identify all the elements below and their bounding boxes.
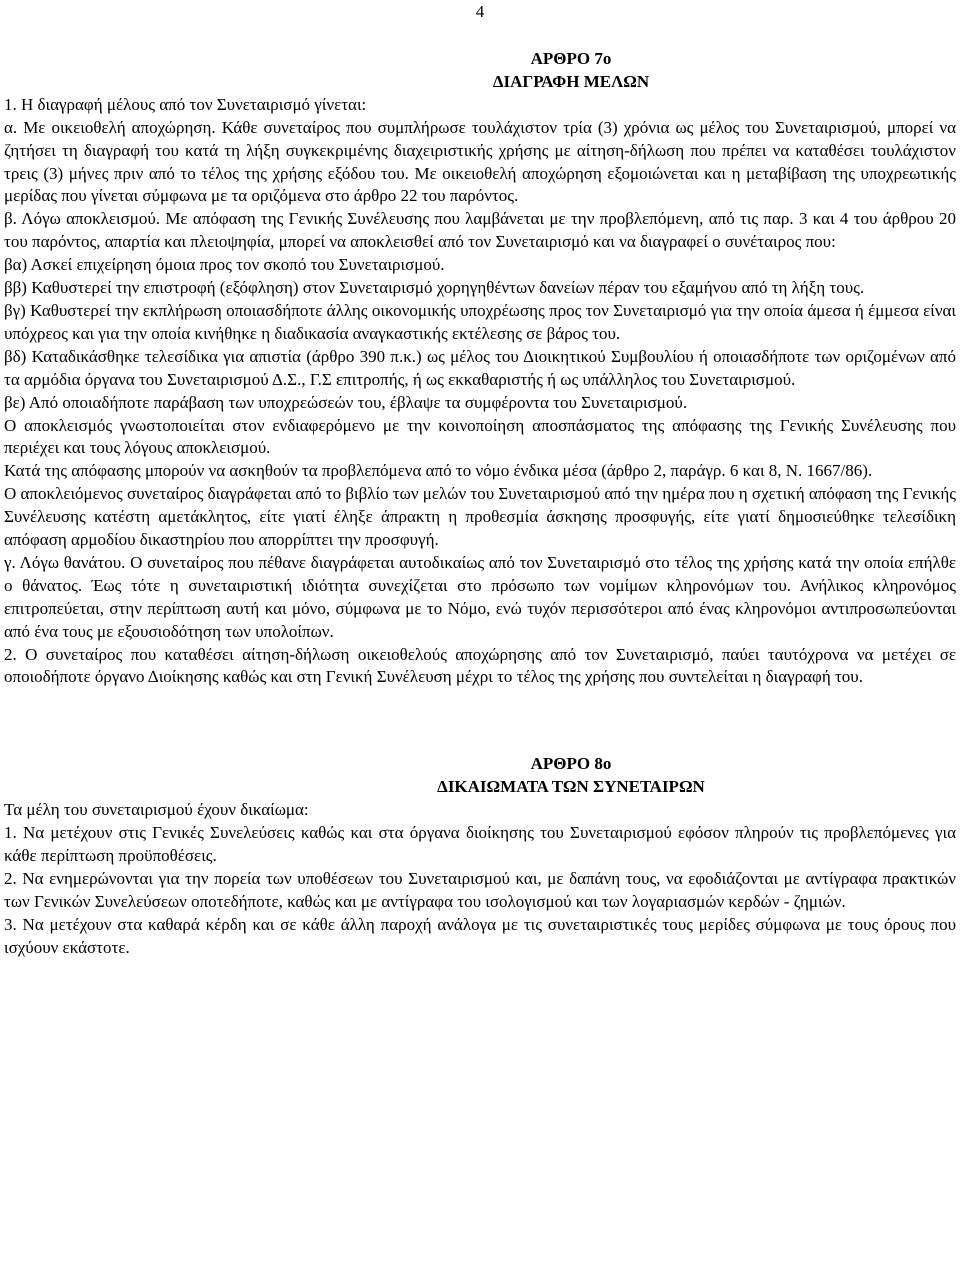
page-number: 4 — [475, 2, 485, 21]
article-7-paragraph: Κατά της απόφασης μπορούν να ασκηθούν τα προβλεπόμενα από το νόμο ένδικα μέσα (άρθρο 2, παράγρ. 6 και 8, Ν. 1667/86). — [4, 461, 873, 481]
article-7-paragraph: α. Με οικειοθελή αποχώρηση. Κάθε συνεταίρος που συμπλήρωσε τουλάχιστον τρία (3) χρόνια ως μέλος του Συνεταιρισμού, μπορεί να ζητήσει τη διαγραφή του κατά τη λήξη συγκεκριμένης διαχειριστικής χρήσης με αίτηση-δήλωση που πρέπει να καταθέσει τουλάχιστον τρεις (3) μήνες πριν από το τέλος της χρήσης εξόδου του. Με οικειοθελή αποχώρηση εξομοιώνεται και η μεταβίβαση της υποχρεωτικής μερίδας που γίνεται σύμφωνα με τα οριζόμενα στο άρθρο 22 του παρόντος. — [4, 117, 956, 206]
article-7-subtitle: ΔΙΑΓΡΑΦΗ ΜΕΛΩΝ — [492, 71, 650, 91]
article-7-paragraph: ββ) Καθυστερεί την επιστροφή (εξόφληση) στον Συνεταιρισμό χορηγηθέντων δανείων πέραν του εξαμήνου από τη λήξη τους. — [4, 278, 865, 298]
article-7-paragraph: βγ) Καθυστερεί την εκπλήρωση οποιασδήποτε άλλης οικονομικής υποχρέωσης προς τον Συνεταιρισμό για την οποία άμεσα ή έμμεσα είναι υπόχρεος και για την οποία κινήθηκε η διαδικασία αναγκαστικής εκτέλεσης σε βάρος του. — [4, 300, 956, 343]
article-8-paragraph: Τα μέλη του συνεταιρισμού έχουν δικαίωμα: — [4, 800, 309, 820]
article-7-paragraph: γ. Λόγω θανάτου. Ο συνεταίρος που πέθανε διαγράφεται αυτοδικαίως από τον Συνεταιρισμό στο τέλος της χρήσης κατά την οποία επήλθε ο θάνατος. Έως τότε η συνεταιριστική ιδιότητα συνεχίζεται στο πρόσωπο των νομίμων κληρονόμων του. Ανήλικος κληρονόμος επιτροπεύεται, στην περίπτωση αυτή και μόνο, σύμφωνα με το Νόμο, ενώ τυχόν περισσότεροι από ένας κληρονόμοι αντιπροσωπεύονται από ένα τους με εξουσιοδότηση των υπολοίπων. — [4, 552, 956, 641]
document-body — [4, 48, 956, 960]
article-8-paragraph: 2. Να ενημερώνονται για την πορεία των υποθέσεων του Συνεταιρισμού και, με δαπάνη τους, να εφοδιάζονται με αντίγραφα πρακτικών των Γενικών Συνελεύσεων οποτεδήποτε, καθώς και με αντίγραφα του ισολογισμού και των λογαριασμών κερδών - ζημιών. — [4, 868, 956, 911]
article-7-heading — [4, 48, 956, 94]
article-8-heading — [4, 753, 956, 799]
article-7-paragraph: Ο αποκλεισμός γνωστοποιείται στον ενδιαφερόμενο με την κοινοποίηση αποσπάσματος της απόφασης της Γενικής Συνέλευσης που περιέχει και τους λόγους αποκλεισμού. — [4, 415, 956, 458]
article-7-paragraph: 1. Η διαγραφή μέλους από τον Συνεταιρισμό γίνεται: — [4, 94, 367, 114]
article-7-paragraph: βδ) Καταδικάσθηκε τελεσίδικα για απιστία (άρθρο 390 π.κ.) ως μέλος του Διοικητικού Συμβουλίου ή οποιασδήποτε των οριζομένων από τα αρμόδια όργανα του Συνεταιρισμού Δ.Σ., Γ.Σ επιτροπής, ή ως εκκαθαριστής ή ως υπάλληλος του Συνεταιρισμού. — [4, 346, 956, 389]
article-8-paragraph: 1. Να μετέχουν στις Γενικές Συνελεύσεις καθώς και στα όργανα διοίκησης του Συνεταιρισμού εφόσον πληρούν τις προβλεπόμενες για κάθε περίπτωση προϋποθέσεις. — [4, 823, 956, 865]
article-7-paragraph: βε) Από οποιαδήποτε παράβαση των υποχρεώσεών του, έβλαψε τα συμφέροντα του Συνεταιρισμού. — [4, 392, 688, 412]
article-7-paragraph: β. Λόγω αποκλεισμού. Με απόφαση της Γενικής Συνέλευσης που λαμβάνεται με την προβλεπόμενη, από τις παρ. 3 και 4 του άρθρου 20 του παρόντος, απαρτία και πλειοψηφία, μπορεί να αποκλεισθεί από τον Συνεταιρισμό και να διαγραφεί ο συνέταιρος που: — [4, 209, 956, 252]
article-8-title: ΑΡΘΡΟ 8ο — [530, 754, 612, 774]
article-7-paragraph: 2. Ο συνεταίρος που καταθέσει αίτηση-δήλωση οικειοθελούς αποχώρησης από τον Συνεταιρισμό, παύει ταυτόχρονα να μετέχει σε οποιοδήποτε όργανο Διοίκησης καθώς και στη Γενική Συνέλευση μέχρι το τέλος της χρήσης που συντελείται η διαγραφή του. — [4, 644, 956, 687]
article-8-paragraph: 3. Να μετέχουν στα καθαρά κέρδη και σε κάθε άλλη παροχή ανάλογα με τις συνεταιριστικές τους μερίδες σύμφωνα με τους όρους που ισχύουν εκάστοτε. — [4, 914, 956, 957]
article-8-subtitle: ΔΙΚΑΙΩΜΑΤΑ ΤΩΝ ΣΥΝΕΤΑΙΡΩΝ — [437, 777, 705, 797]
article-7-paragraph: Ο αποκλειόμενος συνεταίρος διαγράφεται από το βιβλίο των μελών του Συνεταιρισμού από την ημέρα που η σχετική απόφαση της Γενικής Συνέλευσης κατέστη αμετάκλητος, είτε γιατί έληξε άπρακτη η προθεσμία άσκησης προσφυγής, είτε γιατί δημοσιεύθηκε τελεσίδικη απόφαση αρμοδίου δικαστηρίου που απορρίπτει την προσφυγή. — [4, 484, 956, 550]
article-7-title: ΑΡΘΡΟ 7ο — [530, 49, 612, 68]
section-spacer — [4, 689, 956, 753]
article-7-paragraph: βα) Ασκεί επιχείρηση όμοια προς τον σκοπό του Συνεταιρισμού. — [4, 255, 445, 275]
